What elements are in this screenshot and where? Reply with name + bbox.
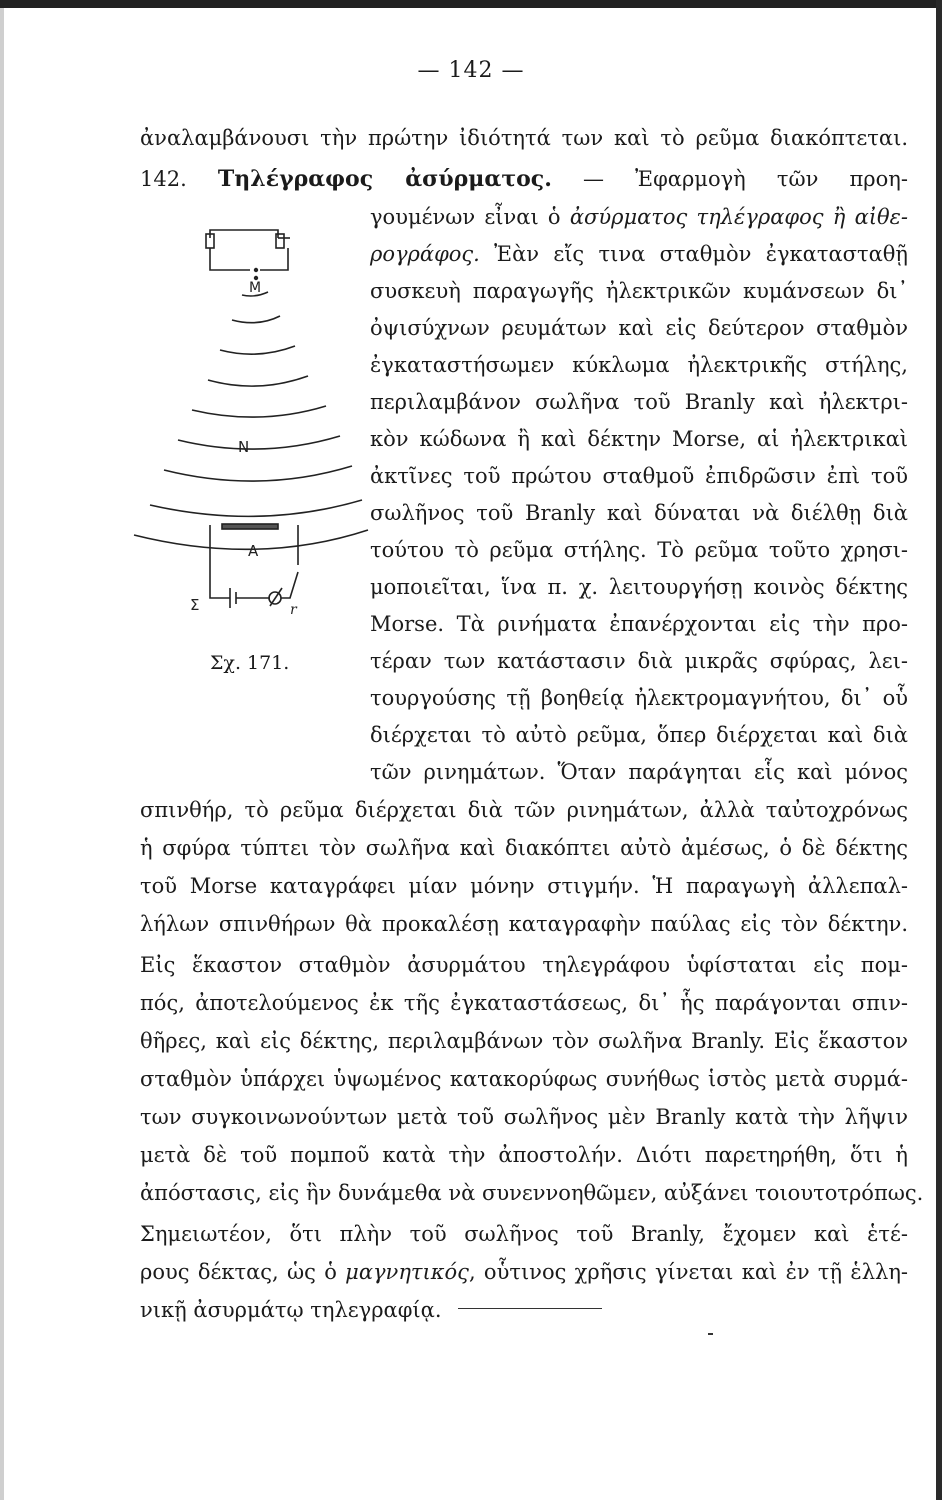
text-line: τέραν των κατάστασιν διὰ μικρᾶς σφύρας, λει- bbox=[370, 649, 908, 673]
wave bbox=[164, 466, 352, 481]
text-line: σταθμὸν ὑπάρχει ὑψωμένος κατακορύφως συνήθως ἱστὸς μετὰ συρμά- bbox=[140, 1067, 908, 1091]
text-line: ἀπόστασις, εἰς ἣν δυνάμεθα νὰ συνεννοηθῶμεν, αὐξάνει τοιουτοτρόπως. bbox=[140, 1181, 924, 1205]
italic-term: μαγνητικός bbox=[345, 1260, 469, 1284]
text-line: ἡ σφύρα τύπτει τὸν σωλῆνα καὶ διακόπτει αὐτὸ ἀμέσως, ὁ δὲ δέκτης bbox=[140, 836, 908, 860]
text-line: ἀκτῖνες τοῦ πρώτου σταθμοῦ ἐπιδρῶσιν ἐπὶ τοῦ bbox=[370, 464, 908, 488]
text-line: θῆρες, καὶ εἰς δέκτης, περιλαμβάνων τὸν σωλῆνα Branly. Εἰς ἕκαστον bbox=[140, 1029, 908, 1053]
page-number: — 142 — bbox=[417, 58, 525, 83]
text-line: ἀναλαμβάνουσι τὴν πρώτην ἰδιότητά των καὶ τὸ ρεῦμα διακόπτεται. bbox=[140, 126, 908, 150]
text-span: γουμένων εἶναι ὁ bbox=[370, 205, 570, 229]
paragraph-start-line: Σημειωτέον, ὅτι πλὴν τοῦ σωλῆνος τοῦ Branly, ἔχομεν καὶ ἑτέ- bbox=[140, 1222, 908, 1246]
text-line: σπινθήρ, τὸ ρεῦμα διέρχεται διὰ τῶν ρινημάτων, ἀλλὰ ταὐτοχρόνως bbox=[140, 798, 908, 822]
transmitter-box bbox=[210, 230, 278, 238]
transmitter-circuit bbox=[210, 248, 288, 270]
section-heading-line bbox=[140, 168, 908, 190]
figure-171-diagram bbox=[130, 200, 370, 620]
text-line: διέρχεται τὸ αὐτὸ ρεῦμα, ὅπερ διέρχεται καὶ διὰ bbox=[370, 723, 908, 747]
wave bbox=[178, 436, 340, 449]
figure-label-n: N bbox=[238, 438, 250, 456]
text-line: πός, ἀποτελούμενος ἐκ τῆς ἐγκαταστάσεως, δι᾽ ἧς παράγονται σπιν- bbox=[140, 991, 908, 1015]
section-title: Τηλέγραφος ἀσύρματος. bbox=[217, 166, 552, 192]
text-line: ὀψισύχνων ρευμάτων καὶ εἰς δεύτερον σταθμὸν bbox=[370, 316, 908, 340]
italic-term: ρογράφος. bbox=[370, 242, 480, 266]
figure-label-m: M bbox=[249, 280, 262, 296]
text-line: τῶν ρινημάτων. Ὅταν παράγηται εἷς καὶ μόνος bbox=[370, 760, 908, 784]
text-line: περιλαμβάνον σωλῆνα τοῦ Branly καὶ ἠλεκτρι- bbox=[370, 390, 908, 414]
text-line: μετὰ δὲ τοῦ πομποῦ κατὰ τὴν ἀποστολήν. Διότι παρετηρήθη, ὅτι ἡ bbox=[140, 1143, 908, 1167]
text-line: λήλων σπινθήρων θὰ προκαλέσῃ καταγραφὴν παύλας εἰς τὸν δέκτην. bbox=[140, 912, 908, 936]
section-number: 142. bbox=[140, 167, 187, 191]
wave bbox=[232, 316, 280, 323]
figure-label-a: A bbox=[248, 542, 259, 560]
text-span: , οὗτινος χρῆσις γίνεται καὶ ἐν τῇ ἑλλη- bbox=[468, 1260, 908, 1284]
page-left-edge bbox=[0, 0, 4, 1500]
figure-label-sigma: Σ bbox=[190, 596, 200, 614]
section-heading-text: — Ἐφαρμογὴ τῶν προη- bbox=[583, 167, 908, 191]
paragraph-start-line: Εἰς ἕκαστον σταθμὸν ἀσυρμάτου τηλεγράφου ὑφίσταται εἰς πομ- bbox=[140, 953, 908, 977]
text-line: συσκευὴ παραγωγῆς ἠλεκτρικῶν κυμάνσεων δι᾽ bbox=[370, 279, 908, 303]
text-line: τοῦ Morse καταγράφει μίαν μόνην στιγμήν. Ἡ παραγωγὴ ἀλλεπαλ- bbox=[140, 874, 908, 898]
figure-label-r: r bbox=[290, 602, 297, 618]
text-line bbox=[370, 244, 908, 265]
text-line bbox=[370, 207, 908, 228]
battery-symbol bbox=[230, 588, 236, 608]
wave bbox=[208, 376, 308, 386]
text-line bbox=[140, 1262, 908, 1283]
text-line: νικῇ ἀσυρμάτῳ τηλεγραφίᾳ. bbox=[140, 1298, 442, 1322]
end-rule bbox=[458, 1308, 602, 1309]
text-line: σωλῆνος τοῦ Branly καὶ δύναται νὰ διέλθῃ διὰ bbox=[370, 501, 908, 525]
text-line: τούτου τὸ ρεῦμα στήλης. Τὸ ρεῦμα τοῦτο χρησι- bbox=[370, 538, 908, 562]
print-mark bbox=[708, 1333, 713, 1335]
text-line: τουργούσης τῇ βοηθείᾳ ἠλεκτρομαγνήτου, δι᾽ οὗ bbox=[370, 686, 908, 710]
text-line: των συγκοινωνούντων μετὰ τοῦ σωλῆνος μὲν Branly κατὰ τὴν λῆψιν bbox=[140, 1105, 908, 1129]
wave bbox=[150, 500, 362, 516]
text-line: ἐγκαταστήσωμεν κύκλωμα ἠλεκτρικῆς στήλης, bbox=[370, 353, 908, 377]
text-span: Ἐὰν εἴς τινα σταθμὸν ἐγκατασταθῇ bbox=[479, 242, 908, 266]
wave bbox=[192, 406, 326, 417]
text-line: μοποιεῖται, ἵνα π. χ. λειτουργήσῃ κοινὸς δέκτης bbox=[370, 575, 908, 599]
branly-tube bbox=[222, 524, 278, 529]
figure-caption: Σχ. 171. bbox=[210, 652, 290, 674]
scan-top-border bbox=[0, 0, 942, 8]
italic-term: ἀσύρματος τηλέγραφος ἢ αἰθε- bbox=[569, 205, 908, 229]
scan-right-border bbox=[936, 0, 942, 1500]
text-line: κὸν κώδωνα ἢ καὶ δέκτην Morse, αἱ ἠλεκτρικαὶ bbox=[370, 427, 908, 451]
text-span: ρους δέκτας, ὡς ὁ bbox=[140, 1260, 346, 1284]
text-line: Morse. Τὰ ρινήματα ἐπανέρχονται εἰς τὴν προ- bbox=[370, 612, 908, 636]
wave bbox=[220, 346, 295, 354]
